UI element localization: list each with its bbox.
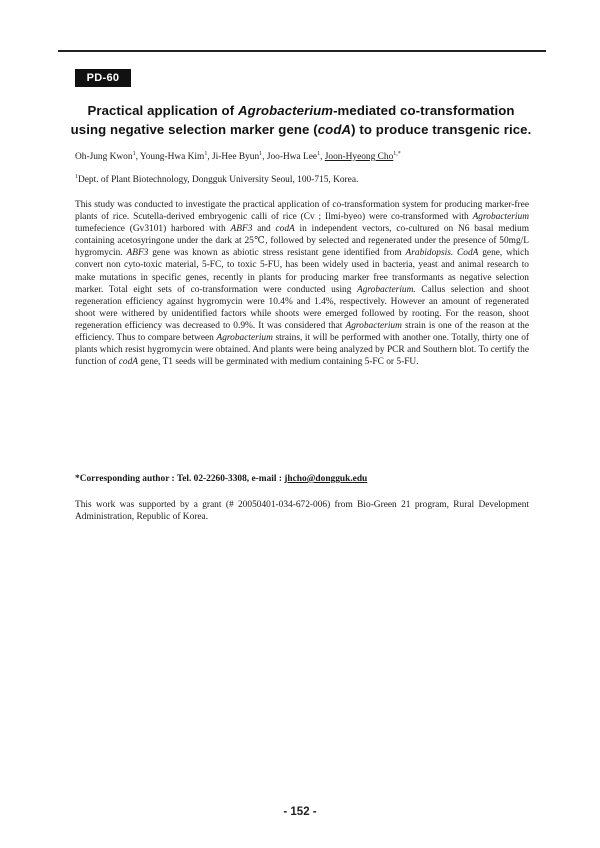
author-affiliation-marker: 1 bbox=[204, 151, 208, 157]
abstract-italic-term: ABF3 bbox=[230, 224, 253, 235]
abstract-text: strains, it will be performed with another one. Totally, thirty one of plants which resist hygromycin were obtained. And plants were being analyzed by PCR and Southern blot. To certify the function of bbox=[75, 333, 529, 368]
title-italic-2: codA bbox=[317, 122, 352, 137]
title-part-2: -mediated co-transformation using negative selection marker gene ( bbox=[70, 103, 515, 137]
author-separator: , bbox=[207, 152, 213, 162]
abstract-body bbox=[75, 199, 529, 368]
corresponding-author bbox=[75, 473, 535, 485]
author-list bbox=[75, 151, 535, 163]
author-separator: , bbox=[262, 152, 267, 162]
abstract-text: Callus selection and shoot regeneration efficiency against hygromycin were 10.4% and 1.4%, respectively. However an amount of regenerated shoot were withered by unidentified factors while shoots were emerged followed by rooting. For the reason, shoot regeneration efficiency was decreased to 0.9%. It was considered that bbox=[75, 284, 529, 331]
title-italic-1: Agrobacterium bbox=[237, 103, 334, 118]
abstract-text: in independent vectors, co-cultured on N6 basal medium containing acetosyringone under the dark at 25℃, followed by selected and regenerated under the presence of 50mg/L hygromycin. bbox=[75, 224, 529, 259]
contact-label: *Corresponding author : Tel. 02-2260-3308, e-mail : bbox=[75, 474, 285, 484]
author-name: Joon-Hyeong Cho bbox=[324, 152, 394, 162]
top-divider bbox=[58, 50, 546, 52]
affiliation-text: Dept. of Plant Biotechnology, Dongguk University Seoul, 100-715, Korea. bbox=[78, 175, 359, 185]
author-separator: , bbox=[320, 152, 325, 162]
author-affiliation-marker: 1 bbox=[132, 151, 136, 157]
abstract-italic-term: Agrobacterium bbox=[345, 320, 402, 331]
abstract-text: This study was conducted to investigate the practical application of co-transformation system for producing marker-free plants of rice. Scutella-derived embryogenic calli of rice (Cv ; Ilmi-byeo) were co-transformed with bbox=[75, 200, 529, 223]
title-part-3: ) to produce transgenic rice. bbox=[351, 122, 532, 137]
author-name: Young-Hwa Kim bbox=[139, 152, 205, 162]
acknowledgement: This work was supported by a grant (# 20050401-034-672-006) from Bio-Green 21 program, Rural Development Administration, Republic of Korea. bbox=[75, 500, 529, 523]
author-affiliation-marker: 1,* bbox=[393, 151, 401, 157]
abstract-italic-term: ABF3 bbox=[126, 248, 149, 259]
abstract-italic-term: Agrobacterium bbox=[472, 212, 529, 223]
author-affiliation-marker: 1 bbox=[317, 151, 321, 157]
affiliation-marker: 1 bbox=[75, 174, 78, 180]
abstract-italic-term: codA bbox=[118, 357, 139, 368]
abstract-text: gene was known as abiotic stress resistant gene identified from bbox=[148, 248, 406, 259]
abstract-italic-term: Arabidopsis. CodA bbox=[405, 248, 479, 259]
abstract-italic-term: Agrobacterium. bbox=[356, 284, 416, 295]
abstract-text: and bbox=[252, 224, 276, 235]
author-name: Oh-Jung Kwon bbox=[75, 152, 133, 162]
abstract-italic-term: Agrobacterium bbox=[216, 333, 273, 344]
abstract-text: gene, T1 seeds will be germinated with medium containing 5-FC or 5-FU. bbox=[138, 357, 419, 368]
abstract-code-badge: PD-60 bbox=[75, 69, 131, 87]
affiliation bbox=[75, 174, 535, 186]
abstract-text: tumefecience (Gv3101) harbored with bbox=[75, 224, 231, 235]
author-name: Joo-Hwa Lee bbox=[266, 152, 318, 162]
page-number: - 152 - bbox=[283, 806, 317, 818]
abstract-text: gene, which convert non cyto-toxic material, 5-FC, to toxic 5-FU, has been widely used in bacteria, yeast and animal research to make mutations in specific genes, recently in plants for producing marker free transformants as negative selection marker. Total eight sets of co-transformation were conducted using bbox=[75, 248, 530, 295]
abstract-italic-term: codA bbox=[275, 224, 295, 235]
author-separator: , bbox=[135, 152, 140, 162]
author-affiliation-marker: 1 bbox=[259, 151, 263, 157]
email-link[interactable]: jhcho@dongguk.edu bbox=[284, 474, 368, 484]
title-part-1: Practical application of bbox=[87, 103, 238, 118]
abstract-text: strain is one of the reason at the efficiency. Thus to compare between bbox=[75, 320, 529, 344]
author-name: Ji-Hee Byun bbox=[212, 152, 260, 162]
paper-title bbox=[70, 101, 532, 139]
